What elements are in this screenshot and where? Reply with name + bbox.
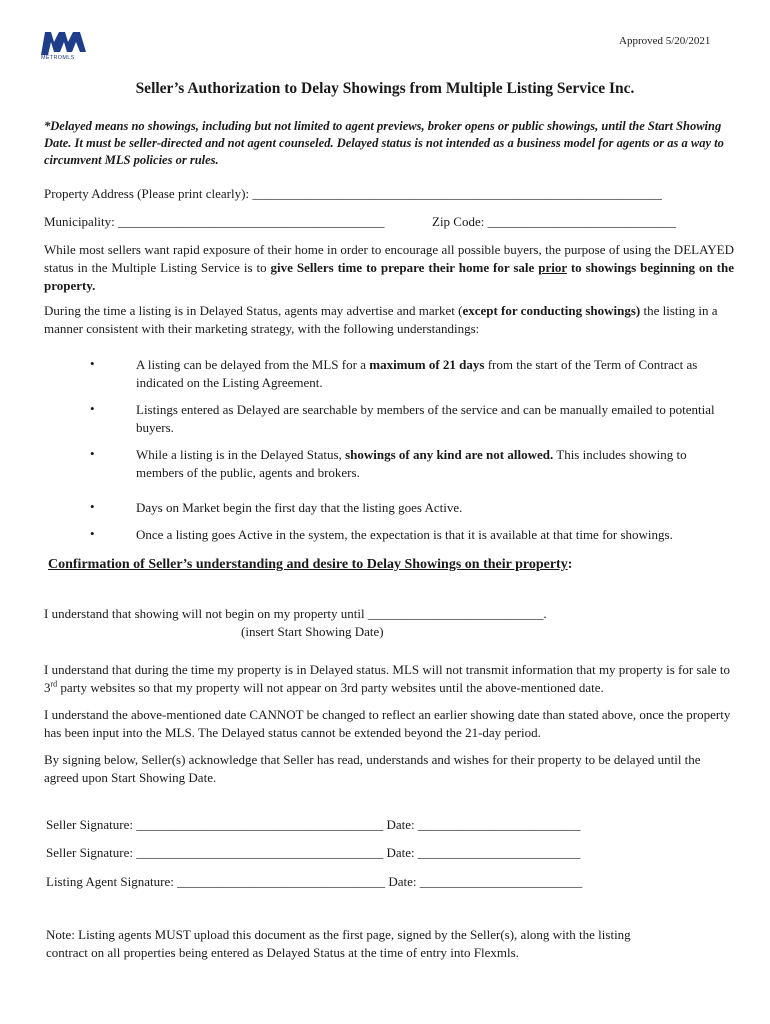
bullet-icon: • <box>90 446 95 461</box>
seller-signature-label: Seller Signature: <box>46 845 134 860</box>
bullet-icon: • <box>90 401 95 416</box>
date-field[interactable]: _________________________ <box>419 874 583 889</box>
bullet-3-bold: showings of any kind are not allowed. <box>345 447 554 462</box>
municipality-field[interactable]: _________________________________________ <box>118 214 385 229</box>
start-date-hint: (insert Start Showing Date) <box>241 624 384 639</box>
bullet-3-text: While a listing is in the Delayed Status, <box>136 447 346 462</box>
municipality-row <box>44 213 385 230</box>
bullet-3-text-end: This includes showing to members of the public, agents and brokers. <box>136 447 687 480</box>
agent-signature-label: Listing Agent Signature: <box>46 874 174 889</box>
seller-signature-row <box>46 816 580 833</box>
agent-signature-field[interactable]: ________________________________ <box>177 874 386 889</box>
statement-cannot-change: I understand the above-mentioned date CANNOT be changed to reflect an earlier showing date than stated above, once the property has been input into the MLS. The Delayed status cannot be extended beyond the 21-day period. <box>44 707 731 740</box>
confirmation-heading-text: Confirmation of Seller’s understanding and desire to Delay Showings on their property <box>48 557 568 572</box>
date-field[interactable]: _________________________ <box>417 845 581 860</box>
bullet-1-text: A listing can be delayed from the MLS for a <box>136 357 370 372</box>
start-date-label: I understand that showing will not begin on my property until <box>44 606 365 621</box>
bullet-icon: • <box>90 526 95 541</box>
bullet-1-text-end: from the start of the Term of Contract as indicated on the Listing Agreement. <box>136 357 698 390</box>
during-text: During the time a listing is in Delayed Status, agents may advertise and market ( <box>44 303 463 318</box>
purpose-bold-end: to showings beginning on the property. <box>44 260 734 293</box>
bullet-item <box>136 446 732 482</box>
date-label: Date: <box>386 817 415 832</box>
property-address-field[interactable]: _______________________________________________________________ <box>252 186 662 201</box>
zip-label: Zip Code: <box>432 214 485 229</box>
confirmation-colon: : <box>567 557 573 572</box>
bullet-icon: • <box>90 499 95 514</box>
purpose-bold: give Sellers time to prepare their home for sale <box>270 260 539 275</box>
start-date-field[interactable]: ___________________________. <box>367 606 547 621</box>
seller-signature-field[interactable]: ______________________________________ <box>136 817 384 832</box>
statement-third-party <box>44 661 734 697</box>
during-bold: except for conducting showings) <box>462 303 641 318</box>
bullet-icon: • <box>90 356 95 371</box>
seller-signature-label: Seller Signature: <box>46 817 134 832</box>
property-address-label: Property Address (Please print clearly): <box>44 186 250 201</box>
purpose-bold-underline: prior <box>538 260 567 275</box>
bullet-item: Once a listing goes Active in the system, the expectation is that it is available at that time for showings. <box>136 527 673 542</box>
statement-2-sup: rd <box>50 679 58 689</box>
bullet-item: Days on Market begin the first day that the listing goes Active. <box>136 500 463 515</box>
page-title: Seller’s Authorization to Delay Showings from Multiple Listing Service Inc. <box>135 80 635 97</box>
upload-note: Note: Listing agents MUST upload this document as the first page, signed by the Seller(s), along with the listing contract on all properties being entered as Delayed Status at the time of entry into Flexmls. <box>46 927 631 960</box>
statement-2-text: I understand that during the time my property is in Delayed status. MLS will not transmit information that my property is for sale to 3 <box>44 662 730 695</box>
zip-row <box>432 213 676 230</box>
property-address-row <box>44 185 662 202</box>
during-paragraph <box>44 302 734 338</box>
date-label: Date: <box>388 874 417 889</box>
purpose-paragraph <box>44 241 734 295</box>
seller-signature-field[interactable]: ______________________________________ <box>136 845 384 860</box>
zip-field[interactable]: _____________________________ <box>487 214 677 229</box>
seller-signature-row <box>46 844 580 861</box>
during-text-end: the listing in a manner consistent with their marketing strategy, with the following understandings: <box>44 303 718 336</box>
approved-date: Approved 5/20/2021 <box>619 35 711 47</box>
agent-signature-row <box>46 873 582 890</box>
start-date-row <box>44 605 547 622</box>
municipality-label: Municipality: <box>44 214 115 229</box>
date-label: Date: <box>386 845 415 860</box>
metromls-logo <box>40 28 88 64</box>
statement-2-text-end: party websites so that my property will not appear on 3rd party websites until the above-mentioned date. <box>57 680 604 695</box>
statement-acknowledge: By signing below, Seller(s) acknowledge that Seller has read, understands and wishes for their property to be delayed until the agreed upon Start Showing Date. <box>44 752 701 785</box>
bullet-item: Listings entered as Delayed are searchable by members of the service and can be manually emailed to potential buyers. <box>136 402 715 435</box>
confirmation-heading <box>48 557 572 573</box>
purpose-text: While most sellers want rapid exposure of their home in order to encourage all possible buyers, the purpose of using the DELAYED status in the Multiple Listing Service is to <box>44 242 734 275</box>
logo-text: METROMLS <box>41 55 75 61</box>
bullet-item <box>136 356 732 392</box>
date-field[interactable]: _________________________ <box>417 817 581 832</box>
bullet-1-bold: maximum of 21 days <box>369 357 485 372</box>
delayed-definition: *Delayed means no showings, including but not limited to agent previews, broker opens or public showings, until the Start Showing Date. It must be seller-directed and not agent counseled. Delayed status is not intended as a business model for agents or as a way to circumvent MLS policies or rules. <box>44 119 724 167</box>
